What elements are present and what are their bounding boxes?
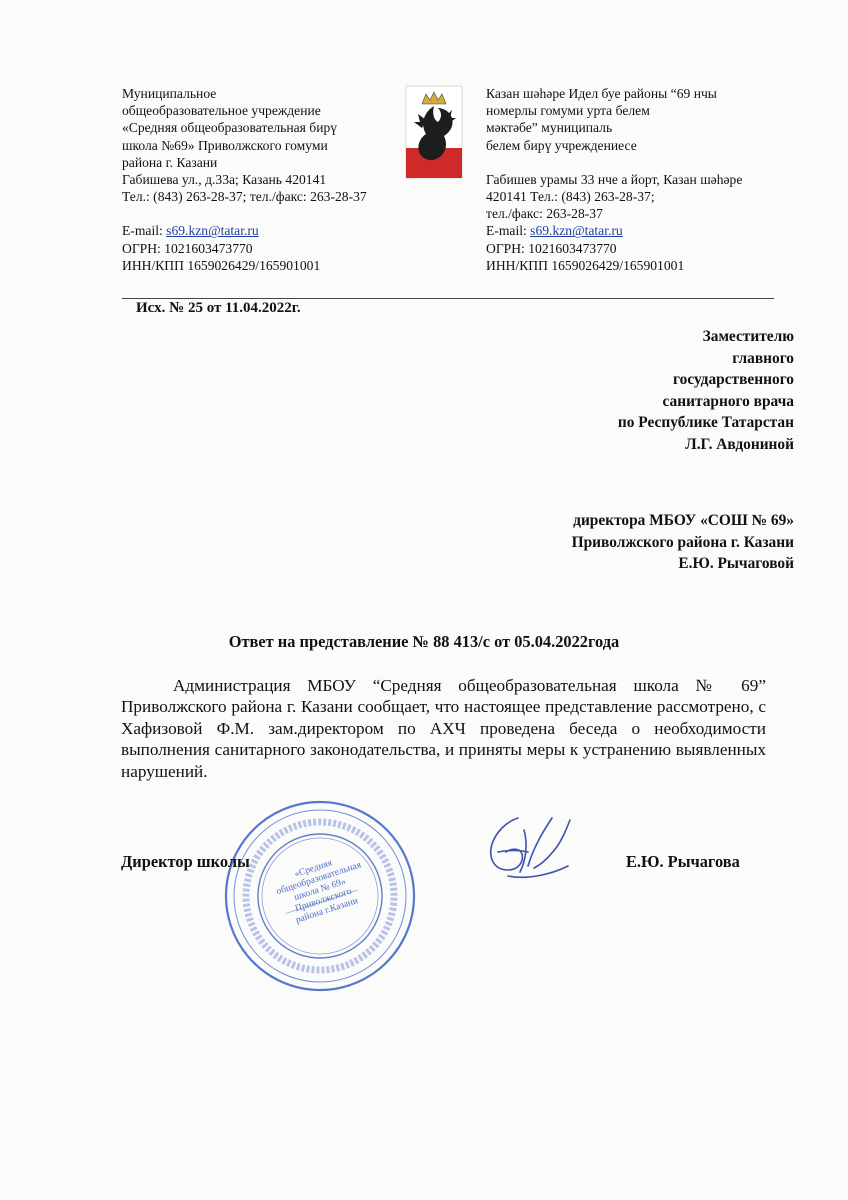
sender-block xyxy=(572,510,794,575)
header-left-email-row xyxy=(122,222,412,239)
header-left-inn: ИНН/КПП 1659026429/165901001 xyxy=(122,257,321,273)
addressee-line: санитарного врача xyxy=(662,392,794,410)
body-paragraph xyxy=(121,675,766,782)
header-right-address-line: 420141 Тел.: (843) 263-28-37; xyxy=(486,189,655,205)
addressee-line: Заместителю xyxy=(702,328,794,345)
header-left-line: школа №69» Приволжского гомуми xyxy=(122,137,328,153)
addressee-line: государственного xyxy=(673,371,794,389)
header-right-line: номерлы гомуми урта белем xyxy=(486,103,650,119)
header-right-line: Казан шәһәре Идел буе районы “69 нчы xyxy=(486,86,717,101)
header-left-line: Габишева ул., д.33а; Казань 420141 xyxy=(122,172,327,188)
addressee-line: главного xyxy=(732,349,794,367)
sender-line: Е.Ю. Рычаговой xyxy=(678,555,794,573)
header-left-ogrn: ОГРН: 1021603473770 xyxy=(122,240,253,256)
header-left-line: «Средняя общеобразовательная бирү xyxy=(122,120,338,136)
coat-of-arms-icon xyxy=(404,84,464,180)
body-text: Администрация МБОУ “Средняя общеобразовательная школа № 69” Приволжского района г. Казани сообщает, что настоящее представление рассмотрено, с Хафизовой Ф.М. зам.директором по АХЧ проведена беседа о необходимости выполнения санитарного законодательства, и приняты меры к устранению выявленных нарушений. xyxy=(121,676,766,781)
signature-position: Директор школы xyxy=(121,852,250,871)
header-right-line: мәктәбе” муниципаль xyxy=(486,120,613,136)
email-label: E-mail: xyxy=(122,223,167,239)
header-right-address-line: Габишев урамы 33 нче а йорт, Казан шәһәре xyxy=(486,171,743,187)
signature-mark-icon xyxy=(478,808,578,896)
signatory-name: Е.Ю. Рычагова xyxy=(626,852,740,871)
org-header-right xyxy=(486,85,786,274)
sender-line: директора МБОУ «СОШ № 69» xyxy=(573,512,794,529)
header-divider xyxy=(122,298,774,299)
kazan-coat-of-arms xyxy=(404,84,464,180)
sender-line: Приволжского района г. Казани xyxy=(571,533,794,551)
document-title: Ответ на представление № 88 413/с от 05.04.2022года xyxy=(228,632,620,651)
addressee-line: Л.Г. Авдониной xyxy=(685,435,794,453)
header-right-email-row xyxy=(486,222,786,239)
header-left-line: общеобразовательное учреждение xyxy=(122,103,321,119)
email-link[interactable]: s69.kzn@tatar.ru xyxy=(166,223,259,239)
header-left-line: Тел.: (843) 263-28-37; тел./факс: 263-28-37 xyxy=(122,189,367,205)
official-stamp xyxy=(222,798,418,994)
header-right-line: белем бирү учреждениесе xyxy=(486,137,637,153)
header-left-line: района г. Казани xyxy=(122,154,218,170)
header-right-inn: ИНН/КПП 1659026429/165901001 xyxy=(486,257,685,273)
header-right-address-line: тел./факс: 263-28-37 xyxy=(486,206,603,222)
stamp-center-text: «Средняя общеобразовательная школа № 69» Приволжского района г.Казани xyxy=(274,857,363,926)
org-header-left xyxy=(122,85,412,274)
header-right-ogrn: ОГРН: 1021603473770 xyxy=(486,240,617,256)
addressee-block xyxy=(618,326,794,456)
email-link[interactable]: s69.kzn@tatar.ru xyxy=(530,223,623,239)
handwritten-signature xyxy=(478,808,578,896)
addressee-line: по Республике Татарстан xyxy=(617,414,794,432)
email-label: E-mail: xyxy=(486,223,531,239)
outgoing-reference: Исх. № 25 от 11.04.2022г. xyxy=(136,300,301,316)
header-left-line: Муниципальное xyxy=(122,86,217,101)
